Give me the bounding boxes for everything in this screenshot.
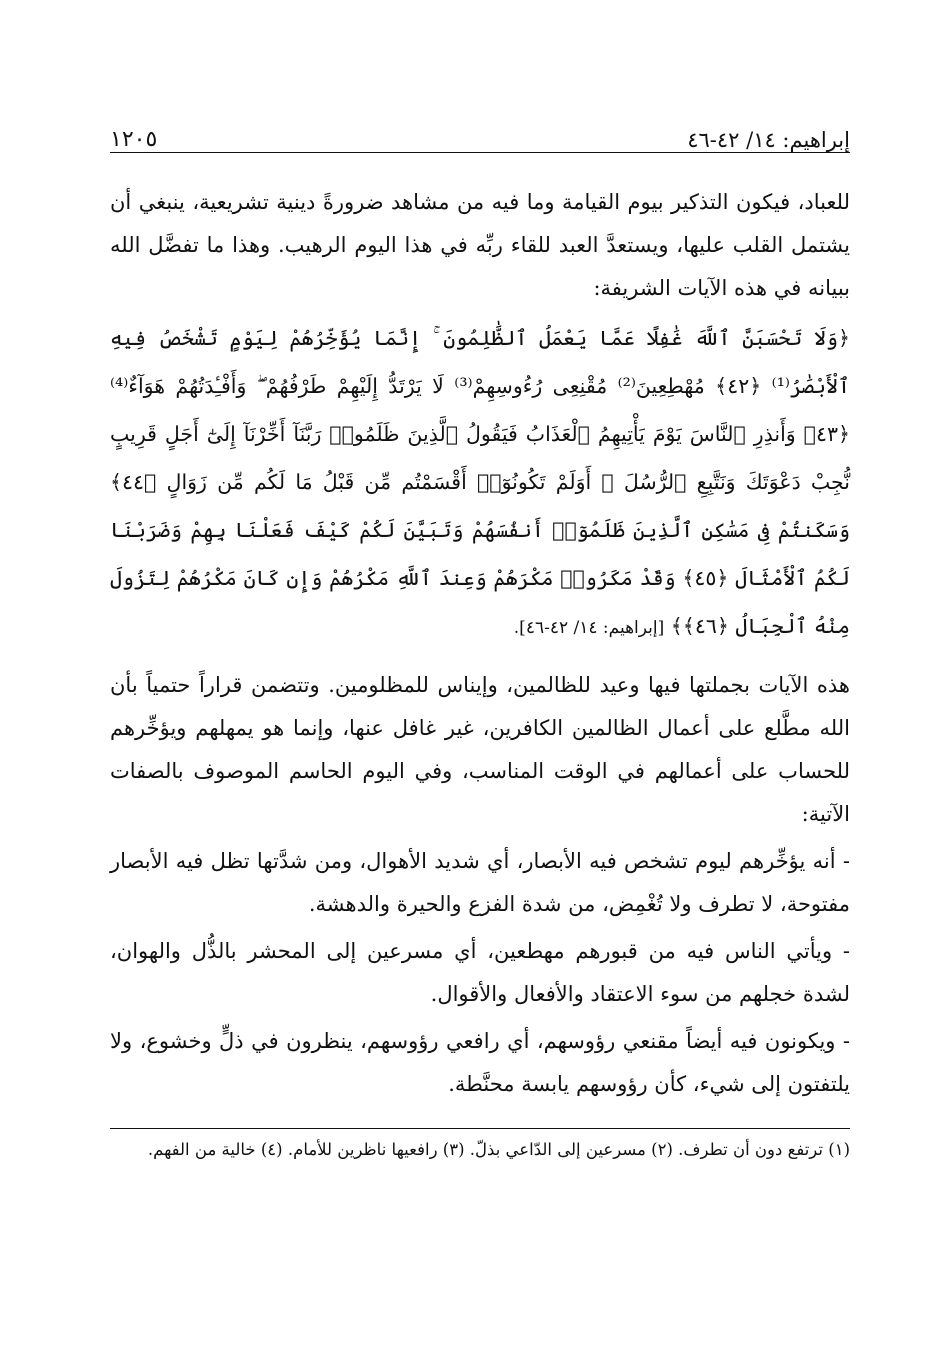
quran-verses <box>110 314 850 652</box>
chapter-reference: إبراهيم: ١٤/ ٤٢-٤٦ <box>687 128 850 152</box>
bullet-point: - أنه يؤخِّرهم ليوم تشخص فيه الأبصار، أي شديد الأهوال، ومن شدَّتها تظل فيه الأبصار مفتوحة، لا تطرف ولا تُغْمِض، من شدة الفزع والحيرة والدهشة. <box>110 849 850 916</box>
page-number: ١٢٠٥ <box>110 127 158 152</box>
book-page <box>110 118 850 1163</box>
quran-reference: [إبراهيم: ١٤/ ٤٢-٤٦]. <box>513 618 665 638</box>
bullet-point: - ويكونون فيه أيضاً مقنعي رؤوسهم، أي رافعي رؤوسهم، ينظرون في ذلٍّ وخشوع، ولا يلتفتون إلى شيء، كأن رؤوسهم يابسة محنَّطة. <box>110 1029 850 1096</box>
footnotes: (١) ترتفع دون أن تطرف. (٢) مسرعين إلى الدّاعي بذلّ. (٣) رافعيها ناظرين للأمام. (٤) خالية من الفهم. <box>147 1140 850 1159</box>
footnote-divider <box>110 1128 850 1129</box>
commentary-paragraph: هذه الآيات بجملتها فيها وعيد للظالمين، وإيناس للمظلومين. وتتضمن قراراً حتمياً بأن الله مطَّلع على أعمال الظالمين الكافرين، غير غافل عنها، وإنما هو يمهلهم ويؤخِّرهم للحساب على أعمالهم في الوقت المناسب، وفي اليوم الحاسم الموصوف بالصفات الآتية: <box>110 673 850 826</box>
intro-paragraph: للعباد، فيكون التذكير بيوم القيامة وما فيه من مشاهد ضرورةً دينية تشريعية، ينبغي أن يشتمل القلب عليها، ويستعدَّ العبد للقاء ربِّه في هذا اليوم الرهيب. وهذا ما تفضَّل الله ببيانه في هذه الآيات الشريفة: <box>110 190 850 300</box>
running-header <box>110 118 850 153</box>
bullet-point: - ويأتي الناس فيه من قبورهم مهطعين، أي مسرعين إلى المحشر بالذُّل والهوان، لشدة خجلهم من سوء الاعتقاد والأفعال والأقوال. <box>110 939 850 1006</box>
quran-text: ﴿وَلَا تَحْسَبَنَّ ٱللَّهَ غَٰفِلًا عَمَّا يَعْمَلُ ٱلظَّٰلِمُونَ ۚ إِنَّمَا يُؤَخِّرُهُمْ لِيَوْمٍ تَشْخَصُ فِيهِ ٱلْأَبْصَٰرُ⁽¹⁾ ﴿٤٢﴾ مُهْطِعِينَ⁽²⁾ مُقْنِعِى رُءُوسِهِمْ⁽³⁾ لَا يَرْتَدُّ إِلَيْهِمْ طَرْفُهُمْ ۖ وَأَفْـِٔدَتُهُمْ هَوَآءٌ⁽⁴⁾ ﴿٤٣﴾ وَأَنذِرِ ٱلنَّاسَ يَوْمَ يَأْتِيهِمُ ٱلْعَذَابُ فَيَقُولُ ٱلَّذِينَ ظَلَمُوا۟ رَبَّنَآ أَخِّرْنَآ إِلَىٰٓ أَجَلٍ قَرِيبٍ نُّجِبْ دَعْوَتَكَ وَنَتَّبِعِ ٱلرُّسُلَ ۗ أَوَلَمْ تَكُونُوٓا۟ أَقْسَمْتُم مِّن قَبْلُ مَا لَكُم مِّن زَوَالٍ ﴿٤٤﴾ وَسَكَنتُمْ فِى مَسَٰكِنِ ٱلَّذِينَ ظَلَمُوٓا۟ أَنفُسَهُمْ وَتَبَيَّنَ لَكُمْ كَيْفَ فَعَلْنَا بِهِمْ وَضَرَبْنَا لَكُمُ ٱلْأَمْثَالَ ﴿٤٥﴾ وَقَدْ مَكَرُوا۟ مَكْرَهُمْ وَعِندَ ٱللَّهِ مَكْرُهُمْ وَإِن كَانَ مَكْرُهُمْ لِتَزُولَ مِنْهُ ٱلْجِبَالُ ﴿٤٦﴾﴾ <box>110 326 850 638</box>
